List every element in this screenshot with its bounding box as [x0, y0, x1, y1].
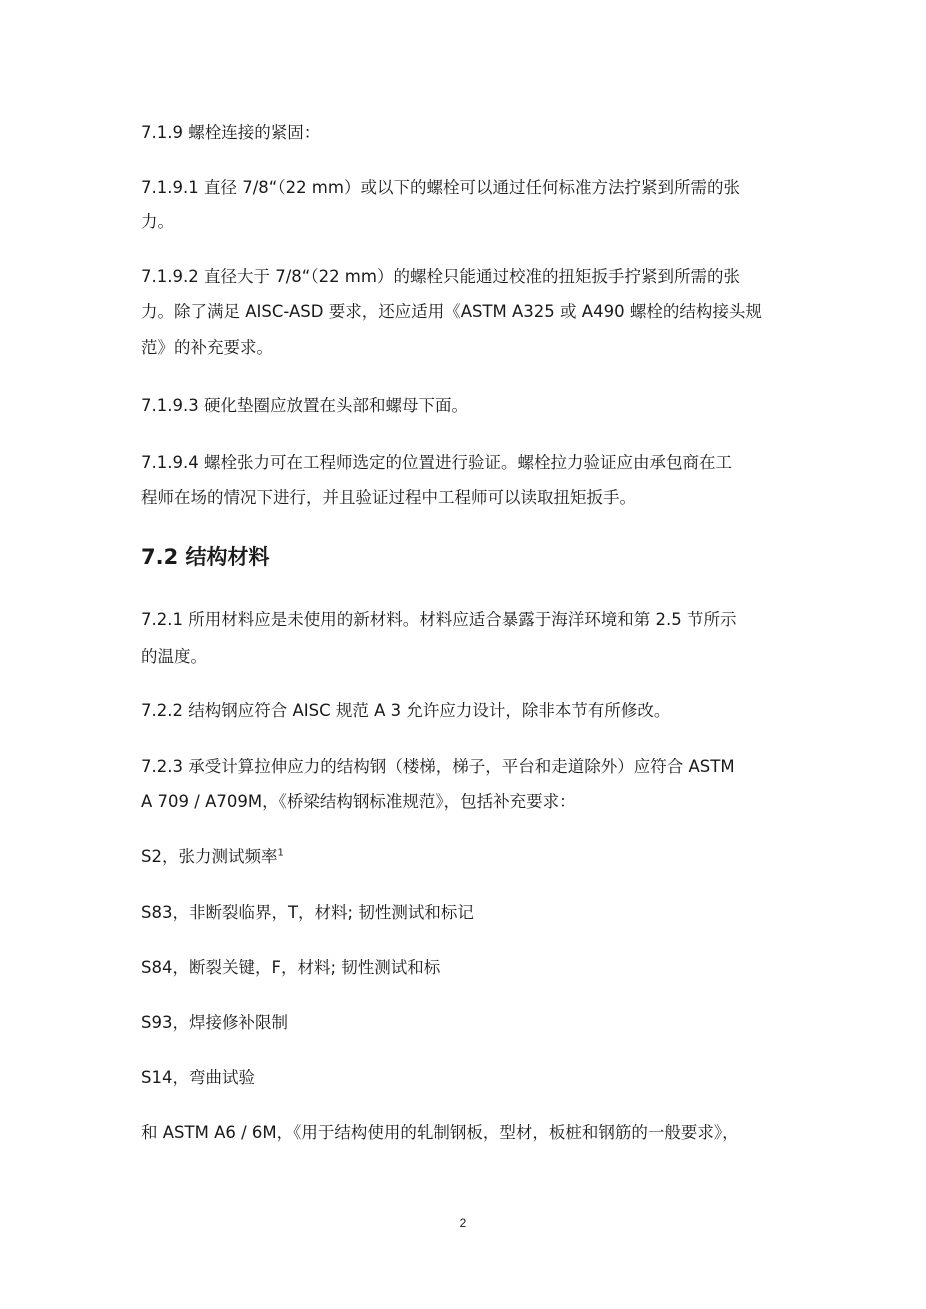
para-astm-a6: 和 ASTM A6 / 6M，《用于结构使用的轧制钢板，型材，板桩和钢筋的一般要求》， [141, 1123, 739, 1142]
list-item-s83: S83，非断裂临界，T，材料; 韧性测试和标记 [141, 903, 474, 922]
para-7-2-2: 7.2.2 结构钢应符合 AISC 规范 A 3 允许应力设计，除非本节有所修改。 [141, 701, 671, 720]
footnote-marker: 1 [277, 847, 284, 859]
para-7-1-9-1-line2: 力。 [141, 212, 174, 231]
para-7-1-9-2-line2: 力。除了满足 AISC-ASD 要求，还应适用《ASTM A325 或 A490 螺栓的结构接头规 [141, 302, 762, 321]
para-7-1-9-2-line1: 7.1.9.2 直径大于 7/8“（22 mm）的螺栓只能通过校准的扭矩扳手拧紧到所需的张 [141, 267, 740, 286]
list-item-s84: S84，断裂关键，F，材料; 韧性测试和标 [141, 958, 441, 977]
para-7-1-9-4-line1: 7.1.9.4 螺栓张力可在工程师选定的位置进行验证。螺栓拉力验证应由承包商在工 [141, 453, 732, 472]
para-7-1-9-4-line2: 程师在场的情况下进行，并且验证过程中工程师可以读取扭矩扳手。 [141, 488, 636, 507]
para-7-1-9-3: 7.1.9.3 硬化垫圈应放置在头部和螺母下面。 [141, 396, 468, 415]
para-7-1-9-2-line3: 范》的补充要求。 [141, 338, 273, 357]
para-7-1-9-1-line1: 7.1.9.1 直径 7/8“（22 mm）或以下的螺栓可以通过任何标准方法拧紧到所需的张 [141, 178, 740, 197]
page-number: 2 [459, 1216, 467, 1230]
list-item-s14: S14，弯曲试验 [141, 1068, 255, 1087]
para-7-2-3-line1: 7.2.3 承受计算拉伸应力的结构钢（楼梯，梯子，平台和走道除外）应符合 ASTM [141, 757, 735, 776]
section-7-2-heading: 7.2 结构材料 [141, 545, 270, 569]
para-7-2-1-line2: 的温度。 [141, 647, 207, 666]
para-7-2-1-line1: 7.2.1 所用材料应是未使用的新材料。材料应适合暴露于海洋环境和第 2.5 节所示 [141, 610, 737, 629]
list-item-s2: S2，张力测试频率$^1$ [141, 847, 284, 866]
list-item-s93: S93，焊接修补限制 [141, 1013, 288, 1032]
section-7-1-9-title: 7.1.9 螺栓连接的紧固： [141, 123, 321, 142]
para-7-2-3-line2: A 709 / A709M，《桥梁结构钢标准规范》，包括补充要求： [141, 792, 576, 811]
